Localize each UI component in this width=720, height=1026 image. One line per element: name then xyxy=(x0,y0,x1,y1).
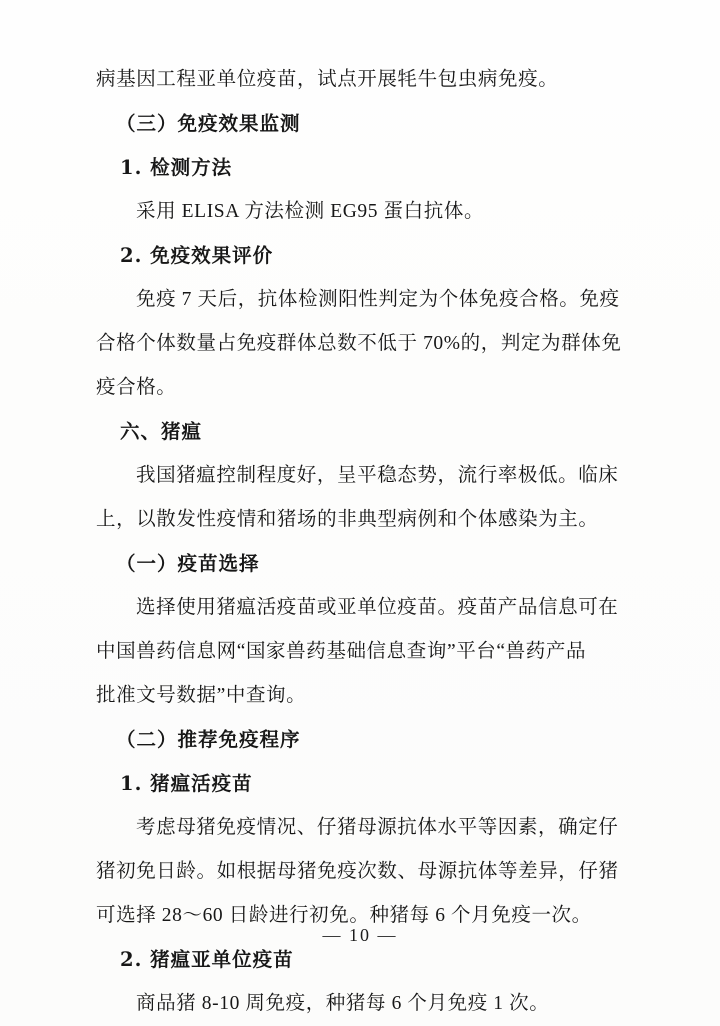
text-line: 可选择 28～60 日龄进行初免。种猪每 6 个月免疫一次。 xyxy=(96,905,592,926)
section-heading: （三）免疫效果监测 xyxy=(116,112,301,135)
text-line: 中国兽药信息网“国家兽药基础信息查询”平台“兽药产品 xyxy=(96,641,587,662)
subsection-heading: 2. 免疫效果评价 xyxy=(120,244,274,267)
text-line: 考虑母猪免疫情况、仔猪母源抗体水平等因素，确定仔 xyxy=(136,817,619,838)
subsection-heading: 2. 猪瘟亚单位疫苗 xyxy=(120,948,294,971)
text-line: 免疫 7 天后，抗体检测阳性判定为个体免疫合格。免疫 xyxy=(136,289,620,310)
page-number: — 10 — xyxy=(322,925,398,945)
section-heading: （二）推荐免疫程序 xyxy=(116,728,301,751)
page-text-body xyxy=(96,58,630,1026)
text-line: 批准文号数据”中查询。 xyxy=(96,685,307,706)
text-line: 我国猪瘟控制程度好，呈平稳态势，流行率极低。临床 xyxy=(136,465,619,486)
text-line: 选择使用猪瘟活疫苗或亚单位疫苗。疫苗产品信息可在 xyxy=(136,597,619,618)
text-line: 上，以散发性疫情和猪场的非典型病例和个体感染为主。 xyxy=(96,509,599,530)
section-heading: （一）疫苗选择 xyxy=(116,552,260,575)
subsection-heading: 1. 检测方法 xyxy=(120,156,233,179)
section-heading: 六、猪瘟 xyxy=(120,420,203,443)
subsection-heading: 1. 猪瘟活疫苗 xyxy=(120,772,253,795)
text-line: 猪初免日龄。如根据母猪免疫次数、母源抗体等差异，仔猪 xyxy=(96,861,619,882)
text-line: 合格个体数量占免疫群体总数不低于 70%的，判定为群体免 xyxy=(96,333,622,354)
text-line: 疫合格。 xyxy=(96,377,177,398)
text-line: 病基因工程亚单位疫苗，试点开展牦牛包虫病免疫。 xyxy=(96,69,559,90)
text-line: 商品猪 8-10 周免疫，种猪每 6 个月免疫 1 次。 xyxy=(136,993,550,1014)
text-line: 采用 ELISA 方法检测 EG95 蛋白抗体。 xyxy=(136,201,485,222)
